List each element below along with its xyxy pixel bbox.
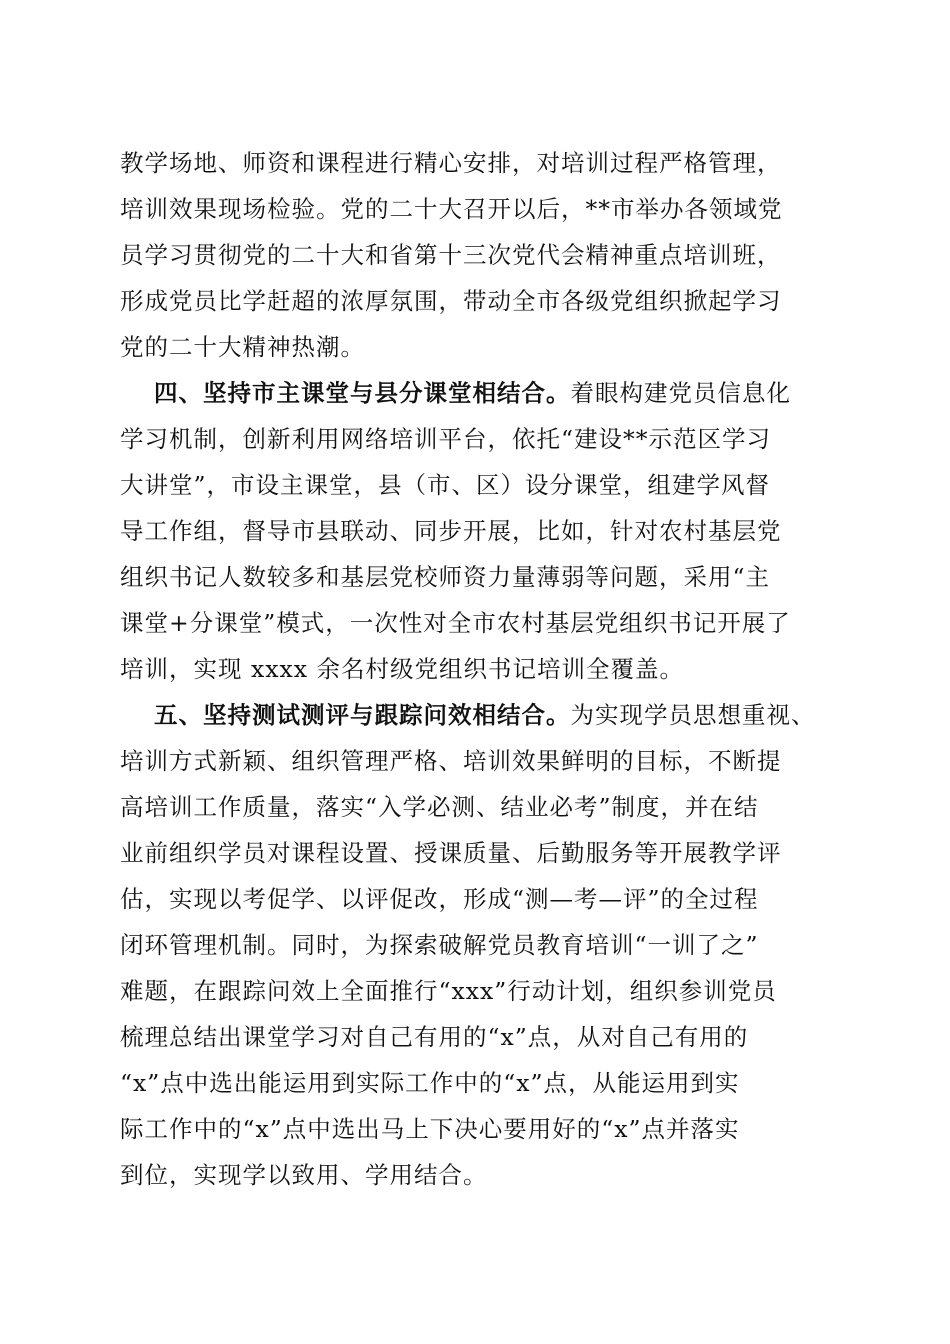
section-four-heading: 四、坚持市主课堂与县分课堂相结合。 [154, 379, 571, 407]
paragraph-text: 为实现学员思想重视、 [570, 701, 816, 729]
section-four-line [154, 371, 791, 415]
paragraph-line: 业前组织学员对课程设置、授课质量、后勤服务等开展教学评 [120, 839, 782, 867]
paragraph-line: 学习机制，创新利用网络培训平台，依托“建设**示范区学习 [120, 425, 772, 453]
paragraph-line: 高培训工作质量，落实“入学必测、结业必考”制度，并在结 [120, 793, 759, 821]
paragraph-line: “x”点中选出能运用到实际工作中的“x”点，从能运用到实 [120, 1069, 740, 1097]
paragraph-line: 教学场地、师资和课程进行精心安排，对培训过程严格管理， [120, 149, 782, 177]
paragraph-line: 难题，在跟踪问效上全面推行“xxx”行动计划，组织参训党员 [120, 977, 777, 1005]
paragraph-line: 组织书记人数较多和基层党校师资力量薄弱等问题，采用“主 [120, 563, 771, 591]
paragraph-line: 培训效果现场检验。党的二十大召开以后，**市举办各领域党 [120, 195, 783, 223]
paragraph-line: 导工作组，督导市县联动、同步开展，比如，针对农村基层党 [120, 517, 782, 545]
section-five-heading: 五、坚持测试测评与跟踪问效相结合。 [154, 701, 571, 729]
paragraph-line: 梳理总结出课堂学习对自己有用的“x”点，从对自己有用的 [120, 1023, 749, 1051]
paragraph-line: 员学习贯彻党的二十大和省第十三次党代会精神重点培训班， [120, 241, 782, 269]
section-five-line [154, 693, 816, 737]
paragraph-line: 培训方式新颖、组织管理严格、培训效果鲜明的目标，不断提 [120, 747, 782, 775]
paragraph-text: 着眼构建党员信息化 [570, 379, 791, 407]
paragraph-line: 闭环管理机制。同时，为探索破解党员教育培训“一训了之” [120, 931, 759, 959]
paragraph-line: 培训，实现 xxxx 余名村级党组织书记培训全覆盖。 [120, 655, 684, 683]
paragraph-line: 党的二十大精神热潮。 [120, 333, 365, 361]
paragraph-line: 到位，实现学以致用、学用结合。 [120, 1161, 488, 1189]
paragraph-line: 际工作中的“x”点中选出马上下决心要用好的“x”点并落实 [120, 1115, 740, 1143]
paragraph-line: 估，实现以考促学、以评促改，形成“测—考—评”的全过程 [120, 885, 759, 913]
paragraph-line: 大讲堂”，市设主课堂，县（市、区）设分课堂，组建学风督 [120, 471, 771, 499]
paragraph-line: 形成党员比学赶超的浓厚氛围，带动全市各级党组织掀起学习 [120, 287, 782, 315]
paragraph-line: 课堂+分课堂”模式，一次性对全市农村基层党组织书记开展了 [120, 609, 791, 637]
